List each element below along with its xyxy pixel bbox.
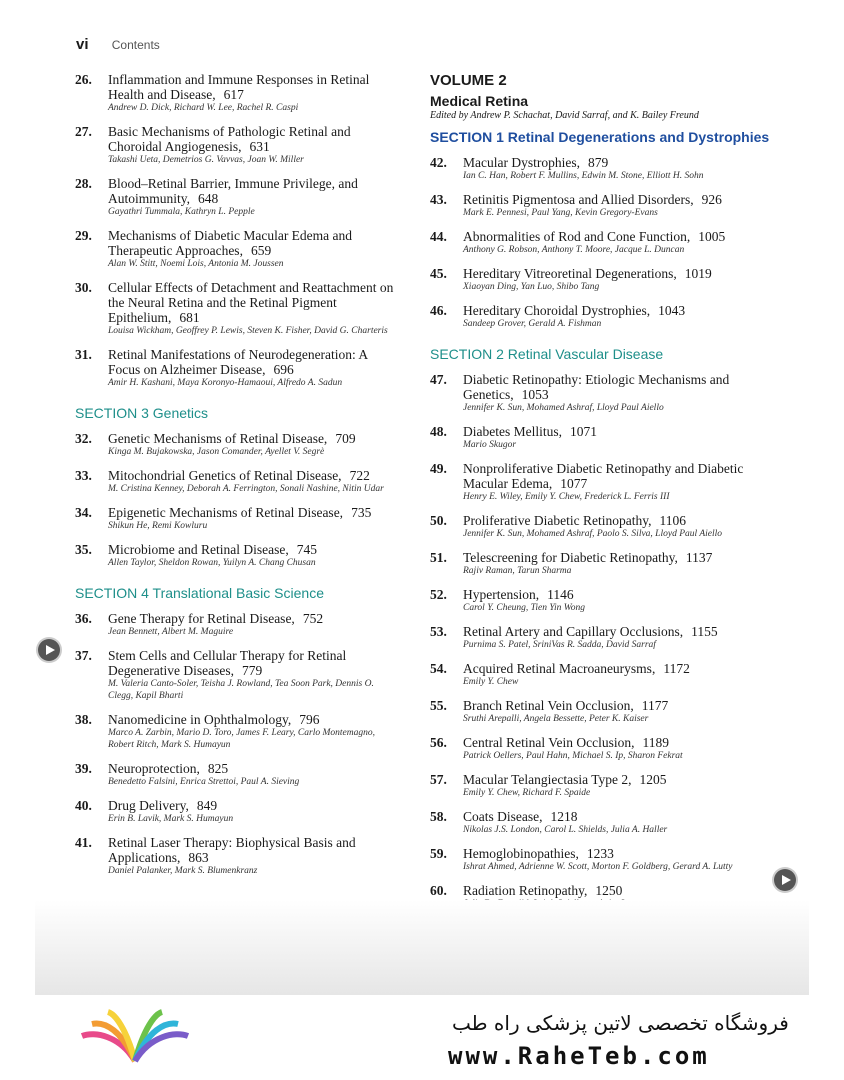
chapter-page: 1189 [642, 735, 669, 750]
chapter-number: 44. [430, 229, 447, 244]
section-heading: SECTION 2 Retinal Vascular Disease [430, 346, 664, 362]
chapter-authors: Mario Skugor [463, 440, 517, 450]
chapter-authors: Carol Y. Cheung, Tien Yin Wong [463, 603, 586, 613]
chapter-title-line [463, 735, 770, 750]
toc-entry[interactable] [75, 124, 395, 166]
chapter-title-line [463, 624, 770, 639]
chapter-number: 50. [430, 513, 447, 528]
chapter-page: 1071 [569, 424, 597, 439]
chapter-authors: Anthony G. Robson, Anthony T. Moore, Jacque L. Duncan [463, 245, 685, 255]
chapter-page: 1005 [698, 229, 726, 244]
chapter-authors: Henry E. Wiley, Emily Y. Chew, Frederick L. Ferris III [463, 492, 670, 502]
toc-entry[interactable] [75, 712, 395, 751]
brand-persian: فروشگاه تخصصی لاتین پزشکی راه طب [452, 1011, 789, 1035]
chapter-page: 1137 [685, 550, 713, 565]
chapter-number: 29. [75, 228, 92, 243]
chapter-title: Microbiome and Retinal Disease, [108, 542, 289, 557]
chapter-number: 46. [430, 303, 447, 318]
chapter-authors: Marco A. Zarbin, Mario D. Toro, James F. Leary, Carlo Montemagno, Robert Ritch, Mark S. Humayun [108, 728, 375, 750]
chapter-title-line [108, 431, 395, 446]
toc-entry[interactable] [75, 176, 395, 218]
chapter-number: 34. [75, 505, 92, 520]
chapter-title: Nonproliferative Diabetic Retinopathy and Diabetic Macular Edema, [463, 461, 744, 491]
chapter-title-line [108, 505, 395, 520]
page-number: vi [76, 36, 89, 53]
chapter-title: Abnormalities of Rod and Cone Function, [463, 229, 691, 244]
chapter-number: 45. [430, 266, 447, 281]
chapter-number: 57. [430, 772, 447, 787]
chapter-title: Hemoglobinopathies, [463, 846, 579, 861]
chapter-title: Diabetes Mellitus, [463, 424, 562, 439]
chapter-page: 1250 [595, 883, 623, 898]
chapter-title: Macular Dystrophies, [463, 155, 580, 170]
chapter-page: 681 [179, 310, 200, 325]
chapter-title-line [108, 176, 395, 206]
chapter-title-line [463, 772, 770, 787]
chapter-number: 32. [75, 431, 92, 446]
chapter-title-line [108, 712, 395, 727]
play-icon[interactable] [38, 639, 60, 661]
chapter-title-line [108, 228, 395, 258]
chapter-title-line [463, 587, 770, 602]
chapter-number: 27. [75, 124, 92, 139]
chapter-page: 617 [223, 87, 244, 102]
chapter-title-line [463, 192, 770, 207]
chapter-page: 745 [296, 542, 317, 557]
chapter-title-line [108, 835, 395, 865]
chapter-authors: Alan W. Stitt, Noemi Lois, Antonia M. Joussen [108, 259, 284, 269]
chapter-number: 52. [430, 587, 447, 602]
toc-entry[interactable] [75, 280, 395, 337]
chapter-page: 796 [299, 712, 320, 727]
chapter-authors: M. Valeria Canto-Soler, Teisha J. Rowland, Tea Soon Park, Dennis O. Clegg, Kapil Bharti [108, 679, 374, 701]
chapter-page: 926 [701, 192, 722, 207]
toc-entry[interactable] [75, 431, 395, 458]
chapter-title: Basic Mechanisms of Pathologic Retinal and Choroidal Angiogenesis, [108, 124, 351, 154]
chapter-title-line [108, 542, 395, 557]
chapter-authors: Kinga M. Bujakowska, Jason Comander, Ayellet V. Segrè [108, 447, 325, 457]
running-head: Contents [111, 38, 160, 52]
chapter-authors: Daniel Palanker, Mark S. Blumenkranz [108, 866, 258, 876]
section-heading: SECTION 1 Retinal Degenerations and Dystrophies [430, 129, 770, 145]
chapter-page: 709 [335, 431, 356, 446]
toc-entry[interactable] [75, 347, 395, 389]
toc-entry[interactable] [430, 809, 770, 836]
chapter-title: Central Retinal Vein Occlusion, [463, 735, 635, 750]
chapter-number: 55. [430, 698, 447, 713]
chapter-authors: M. Cristina Kenney, Deborah A. Ferrington, Sonali Nashine, Nitin Udar [108, 484, 384, 494]
chapter-title-line [108, 280, 395, 325]
chapter-title: Cellular Effects of Detachment and Reattachment on the Neural Retina and the Retinal Pigment Epithelium, [108, 280, 394, 325]
right-entries [430, 129, 770, 910]
chapter-authors: Nikolas J.S. London, Carol L. Shields, Julia A. Haller [463, 825, 668, 835]
chapter-page: 1172 [663, 661, 690, 676]
chapter-number: 54. [430, 661, 447, 676]
chapter-page: 1106 [659, 513, 686, 528]
chapter-number: 33. [75, 468, 92, 483]
chapter-page: 648 [198, 191, 219, 206]
chapter-number: 43. [430, 192, 447, 207]
chapter-title-line [463, 661, 770, 676]
chapter-title-line [108, 648, 395, 678]
chapter-authors: Amir H. Kashani, Maya Koronyo-Hamaoui, Alfredo A. Sadun [108, 378, 343, 388]
chapter-page: 779 [241, 663, 263, 678]
chapter-title: Drug Delivery, [108, 798, 189, 813]
chapter-title: Nanomedicine in Ophthalmology, [108, 712, 292, 727]
toc-entry[interactable] [430, 624, 770, 651]
chapter-authors: Jean Bennett, Albert M. Maguire [108, 627, 234, 637]
chapter-authors: Shikun He, Remi Kowluru [108, 521, 208, 531]
chapter-title: Telescreening for Diabetic Retinopathy, [463, 550, 678, 565]
chapter-number: 51. [430, 550, 447, 565]
chapter-title: Macular Telangiectasia Type 2, [463, 772, 632, 787]
chapter-page: 1053 [521, 387, 549, 402]
chapter-title: Mechanisms of Diabetic Macular Edema and Therapeutic Approaches, [108, 228, 353, 258]
toc-entry[interactable] [430, 587, 770, 614]
chapter-authors: Patrick Oellers, Paul Hahn, Michael S. Ip, Sharon Fekrat [463, 751, 683, 761]
left-column [75, 72, 395, 887]
chapter-authors: Emily Y. Chew [463, 677, 519, 687]
toc-entry[interactable] [430, 513, 770, 540]
chapter-authors: Ian C. Han, Robert F. Mullins, Edwin M. Stone, Elliott H. Sohn [463, 171, 704, 181]
chapter-number: 38. [75, 712, 92, 727]
toc-entry[interactable] [430, 461, 770, 503]
chapter-title: Retinal Laser Therapy: Biophysical Basis and Applications, [108, 835, 356, 865]
toc-entry[interactable] [75, 611, 395, 638]
chapter-title-line [108, 124, 395, 154]
chapter-title: Coats Disease, [463, 809, 543, 824]
toc-entry[interactable] [75, 542, 395, 569]
chapter-number: 36. [75, 611, 92, 626]
page-fade [35, 900, 809, 995]
toc-entry[interactable] [75, 228, 395, 270]
editors-line: Edited by Andrew P. Schachat, David Sarraf, and K. Bailey Freund [430, 110, 699, 121]
chapter-authors: Gayathri Tummala, Kathryn L. Pepple [108, 207, 255, 217]
chapter-authors: Erin B. Lavik, Mark S. Humayun [108, 814, 234, 824]
chapter-title: Blood–Retinal Barrier, Immune Privilege, and Autoimmunity, [108, 176, 358, 206]
chapter-authors: Xiaoyan Ding, Yan Luo, Shibo Tang [463, 282, 600, 292]
chapter-page: 1177 [641, 698, 669, 713]
chapter-number: 30. [75, 280, 92, 295]
toc-entry[interactable] [430, 303, 770, 330]
chapter-authors: Allen Taylor, Sheldon Rowan, Yuilyn A. Chang Chusan [108, 558, 316, 568]
chapter-title: Radiation Retinopathy, [463, 883, 588, 898]
chapter-title-line [463, 846, 770, 861]
toc-entry[interactable] [75, 761, 395, 788]
toc-entry[interactable] [430, 424, 770, 451]
chapter-title: Epigenetic Mechanisms of Retinal Disease, [108, 505, 344, 520]
toc-entry[interactable] [430, 372, 770, 414]
chapter-number: 58. [430, 809, 447, 824]
play-icon[interactable] [774, 869, 796, 891]
chapter-title-line [463, 461, 770, 491]
toc-entry[interactable] [430, 550, 770, 577]
chapter-page: 1019 [684, 266, 712, 281]
chapter-authors: Ishrat Ahmed, Adrienne W. Scott, Morton F. Goldberg, Gerard A. Lutty [463, 862, 733, 872]
chapter-authors: Jennifer K. Sun, Mohamed Ashraf, Lloyd Paul Aiello [463, 403, 664, 413]
chapter-title: Stem Cells and Cellular Therapy for Retinal Degenerative Diseases, [108, 648, 347, 678]
chapter-title: Branch Retinal Vein Occlusion, [463, 698, 634, 713]
chapter-title-line [108, 72, 395, 102]
chapter-number: 49. [430, 461, 447, 476]
chapter-number: 41. [75, 835, 92, 850]
chapter-page: 735 [351, 505, 372, 520]
chapter-title-line [463, 424, 770, 439]
chapter-number: 42. [430, 155, 447, 170]
chapter-authors: Takashi Ueta, Demetrios G. Vavvas, Joan W. Miller [108, 155, 304, 165]
chapter-authors: Benedetto Falsini, Enrica Strettoi, Paul A. Sieving [108, 777, 300, 787]
toc-entry[interactable] [430, 266, 770, 293]
chapter-number: 35. [75, 542, 92, 557]
chapter-title-line [463, 229, 770, 244]
chapter-number: 28. [75, 176, 92, 191]
chapter-title-line [463, 698, 770, 713]
chapter-title: Hereditary Vitreoretinal Degenerations, [463, 266, 677, 281]
chapter-title-line [463, 303, 770, 318]
chapter-title-line [463, 372, 770, 402]
chapter-title-line [463, 155, 770, 170]
chapter-number: 31. [75, 347, 92, 362]
right-column [430, 72, 770, 920]
chapter-page: 879 [587, 155, 609, 170]
chapter-authors: Louisa Wickham, Geoffrey P. Lewis, Steven K. Fisher, David G. Charteris [108, 326, 388, 336]
toc-entry[interactable] [75, 468, 395, 495]
toc-entry[interactable] [430, 846, 770, 873]
brand-url[interactable]: www.RaheTeb.com [448, 1042, 710, 1070]
toc-entry[interactable] [75, 72, 395, 114]
chapter-title: Retinal Manifestations of Neurodegeneration: A Focus on Alzheimer Disease, [108, 347, 368, 377]
chapter-title: Gene Therapy for Retinal Disease, [108, 611, 295, 626]
chapter-number: 39. [75, 761, 92, 776]
chapter-number: 37. [75, 648, 92, 663]
toc-entry[interactable] [430, 735, 770, 762]
toc-entry[interactable] [75, 648, 395, 702]
chapter-number: 47. [430, 372, 447, 387]
chapter-title-line [463, 809, 770, 824]
chapter-title-line [463, 550, 770, 565]
chapter-title: Retinal Artery and Capillary Occlusions, [463, 624, 684, 639]
chapter-authors: Purnima S. Patel, SriniVas R. Sadda, David Sarraf [463, 640, 656, 650]
chapter-page: 722 [349, 468, 370, 483]
chapter-number: 48. [430, 424, 447, 439]
toc-entry[interactable] [430, 698, 770, 725]
chapter-title-line [108, 347, 395, 377]
chapter-page: 659 [250, 243, 272, 258]
chapter-number: 60. [430, 883, 447, 898]
chapter-page: 863 [188, 850, 209, 865]
chapter-number: 59. [430, 846, 447, 861]
toc-entry[interactable] [75, 505, 395, 532]
chapter-page: 825 [207, 761, 229, 776]
toc-entry[interactable] [75, 798, 395, 825]
toc-entry[interactable] [430, 229, 770, 256]
footer-banner [0, 996, 844, 1080]
section-heading: SECTION 4 Translational Basic Science [75, 585, 324, 601]
chapter-title-line [108, 798, 395, 813]
chapter-title-line [108, 611, 395, 626]
chapter-page: 1077 [560, 476, 588, 491]
section-heading: SECTION 3 Genetics [75, 405, 209, 421]
chapter-title: Mitochondrial Genetics of Retinal Disease, [108, 468, 342, 483]
chapter-title: Proliferative Diabetic Retinopathy, [463, 513, 652, 528]
chapter-number: 40. [75, 798, 92, 813]
chapter-page: 1043 [658, 303, 686, 318]
chapter-page: 1205 [639, 772, 667, 787]
chapter-page: 696 [273, 362, 294, 377]
chapter-title: Retinitis Pigmentosa and Allied Disorders, [463, 192, 694, 207]
chapter-authors: Sruthi Arepalli, Angela Bessette, Peter K. Kaiser [463, 714, 649, 724]
chapter-page: 1155 [691, 624, 718, 639]
chapter-title-line [463, 513, 770, 528]
chapter-authors: Jennifer K. Sun, Mohamed Ashraf, Paolo S. Silva, Lloyd Paul Aiello [463, 529, 723, 539]
chapter-title: Hereditary Choroidal Dystrophies, [463, 303, 651, 318]
toc-entry[interactable] [75, 835, 395, 877]
toc-entry[interactable] [430, 155, 770, 182]
chapter-page: 1218 [550, 809, 578, 824]
chapter-title-line [463, 266, 770, 281]
chapter-number: 26. [75, 72, 92, 87]
volume-title: VOLUME 2 [430, 72, 507, 89]
volume-subtitle: Medical Retina [430, 93, 529, 109]
toc-entry[interactable] [430, 192, 770, 219]
chapter-authors: Sandeep Grover, Gerald A. Fishman [463, 319, 602, 329]
chapter-authors: Emily Y. Chew, Richard F. Spaide [463, 788, 591, 798]
chapter-page: 1146 [547, 587, 574, 602]
chapter-authors: Rajiv Raman, Tarun Sharma [463, 566, 572, 576]
chapter-title: Diabetic Retinopathy: Etiologic Mechanisms and Genetics, [463, 372, 730, 402]
chapter-title: Hypertension, [463, 587, 540, 602]
chapter-title: Genetic Mechanisms of Retinal Disease, [108, 431, 328, 446]
chapter-authors: Andrew D. Dick, Richard W. Lee, Rachel R. Caspi [108, 103, 299, 113]
chapter-page: 631 [249, 139, 270, 154]
chapter-title: Neuroprotection, [108, 761, 200, 776]
chapter-page: 849 [196, 798, 218, 813]
toc-entry[interactable] [430, 661, 770, 688]
chapter-title-line [108, 468, 395, 483]
chapter-number: 56. [430, 735, 447, 750]
chapter-authors: Mark E. Pennesi, Paul Yang, Kevin Gregory-Evans [463, 208, 658, 218]
chapter-title: Acquired Retinal Macroaneurysms, [463, 661, 656, 676]
toc-entry[interactable] [430, 772, 770, 799]
chapter-number: 53. [430, 624, 447, 639]
chapter-page: 1233 [586, 846, 614, 861]
chapter-page: 752 [302, 611, 324, 626]
chapter-title-line [463, 883, 770, 898]
chapter-title-line [108, 761, 395, 776]
page-header [76, 36, 160, 53]
chapter-title: Inflammation and Immune Responses in Retinal Health and Disease, [108, 72, 370, 102]
book-logo-icon [80, 1006, 190, 1068]
